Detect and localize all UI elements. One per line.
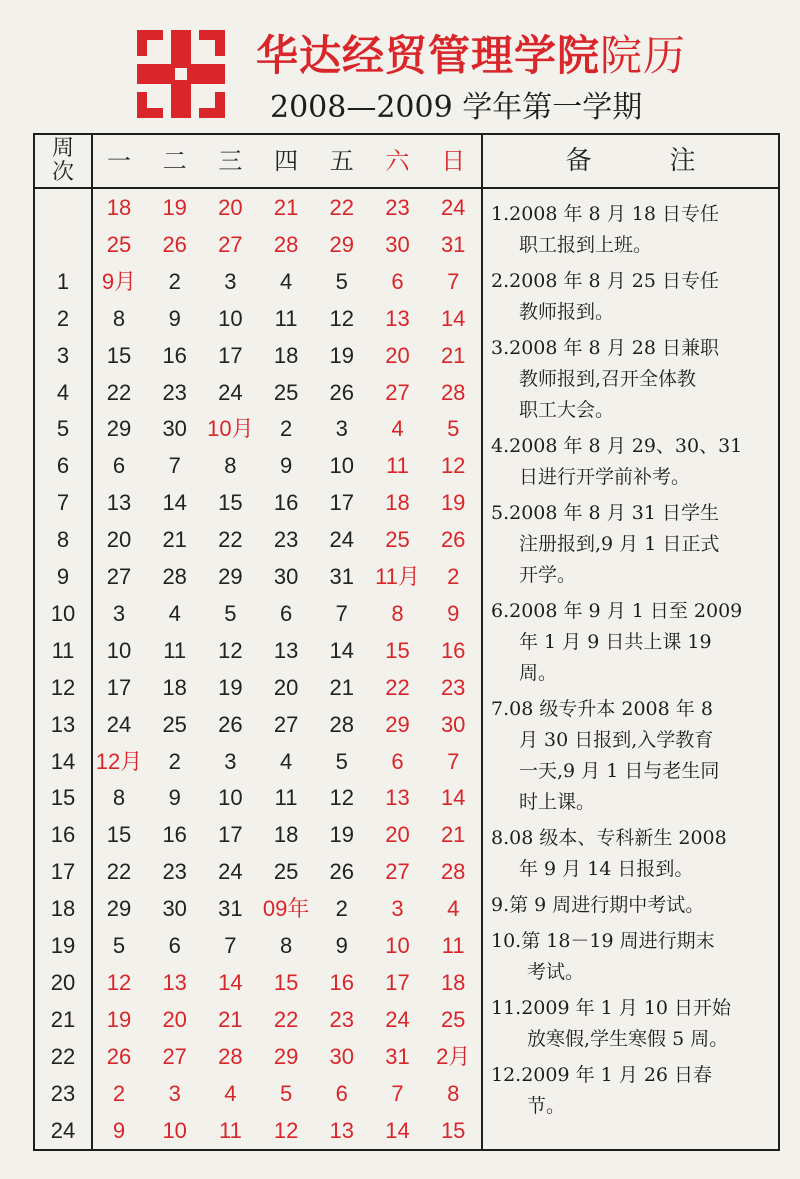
calendar-table <box>33 133 780 1151</box>
week-number: 14 <box>50 748 76 774</box>
note-line: 7.08 级专升本 2008 年 8 <box>491 698 713 720</box>
date-cell: 21 <box>218 1006 243 1032</box>
date-cell: 12 <box>440 453 466 479</box>
day-header-3: 三 <box>218 147 243 175</box>
note-item <box>491 333 777 426</box>
date-cell: 16 <box>273 490 299 516</box>
date-cell: 31 <box>385 1043 410 1069</box>
semester-subtitle: 2008—2009 学年第一学期 <box>270 90 643 125</box>
date-cell: 20 <box>218 195 243 220</box>
date-cell: 12 <box>218 637 243 663</box>
date-cell: 8 <box>447 1080 460 1106</box>
date-cell: 20 <box>162 1006 187 1032</box>
date-cell: 9 <box>447 600 460 626</box>
date-cell: 14 <box>440 785 466 811</box>
date-cell: 14 <box>329 637 355 663</box>
date-cell: 7 <box>335 600 348 626</box>
date-cell: 6 <box>391 268 404 294</box>
date-cell: 30 <box>329 1043 355 1069</box>
note-line: 职工报到上班。 <box>519 234 653 256</box>
week-number: 19 <box>50 933 76 958</box>
date-cell: 12 <box>329 785 355 811</box>
date-cell: 12月 <box>95 748 143 774</box>
week-number: 6 <box>56 453 70 479</box>
date-cell: 4 <box>279 748 293 774</box>
college-logo-icon <box>133 26 229 122</box>
week-number <box>35 230 91 260</box>
date-cell: 22 <box>106 859 132 885</box>
note-line: 周。 <box>519 662 558 684</box>
note-line: 1.2008 年 8 月 18 日专任 <box>491 203 719 225</box>
week-number: 5 <box>56 416 70 442</box>
date-cell: 21 <box>273 195 299 220</box>
college-title <box>256 26 686 86</box>
week-number: 13 <box>50 711 76 737</box>
date-cell: 31 <box>329 564 355 589</box>
week-number: 17 <box>50 859 76 885</box>
note-line: 10.第 18－19 周进行期末 <box>491 930 715 952</box>
note-item <box>491 823 777 885</box>
date-cell: 25 <box>273 379 299 405</box>
date-cell: 8 <box>224 453 237 479</box>
note-line: 5.2008 年 8 月 31 日学生 <box>491 502 719 524</box>
week-number: 16 <box>50 822 76 848</box>
date-cell: 8 <box>391 600 404 626</box>
date-cell: 15 <box>385 637 410 663</box>
date-cell: 6 <box>168 933 181 958</box>
date-cell: 3 <box>391 896 404 922</box>
date-cell: 22 <box>106 379 132 405</box>
notes-header-char: 备 <box>565 146 594 176</box>
note-line: 月 30 日报到,入学教育 <box>519 729 714 751</box>
date-cell: 18 <box>440 969 466 995</box>
date-cell: 7 <box>168 453 181 479</box>
week-number: 3 <box>56 342 70 368</box>
date-cell: 7 <box>447 748 460 774</box>
date-cell: 27 <box>218 231 243 257</box>
date-cell: 15 <box>106 822 132 848</box>
date-cell: 25 <box>440 1006 466 1032</box>
date-cell: 7 <box>447 268 460 294</box>
note-line: 11.2009 年 1 月 10 日开始 <box>491 997 732 1019</box>
date-cell: 18 <box>273 342 299 368</box>
date-cell: 11 <box>218 1117 242 1143</box>
week-number: 1 <box>56 268 70 294</box>
note-item <box>491 431 777 493</box>
date-cell: 18 <box>162 674 187 700</box>
date-cell: 24 <box>440 195 466 220</box>
date-cell: 20 <box>106 527 132 553</box>
date-cell: 17 <box>329 490 355 516</box>
week-number: 18 <box>50 896 76 922</box>
date-cell: 10 <box>218 785 243 811</box>
date-cell: 19 <box>162 195 187 220</box>
date-cell: 11月 <box>375 564 420 589</box>
date-cell: 5 <box>335 748 348 774</box>
week-number: 9 <box>56 564 70 589</box>
date-cell: 2 <box>112 1080 126 1106</box>
date-cell: 29 <box>218 564 243 589</box>
date-cell: 13 <box>162 969 187 995</box>
note-line: 考试。 <box>527 961 585 983</box>
divider <box>481 135 483 1149</box>
date-cell: 28 <box>440 859 466 885</box>
date-cell: 14 <box>218 969 243 995</box>
date-cell: 17 <box>218 822 243 848</box>
date-cell: 22 <box>385 674 410 700</box>
date-cell: 3 <box>112 600 126 626</box>
date-cell: 22 <box>218 527 243 553</box>
week-number: 23 <box>50 1080 76 1106</box>
date-cell: 15 <box>273 969 299 995</box>
note-line: 4.2008 年 8 月 29、30、31 <box>491 435 743 457</box>
date-cell: 4 <box>447 896 460 922</box>
date-cell: 11 <box>386 453 409 479</box>
date-cell: 12 <box>329 305 355 331</box>
date-cell: 8 <box>279 933 293 958</box>
date-cell: 12 <box>273 1117 299 1143</box>
date-cell: 24 <box>106 711 132 737</box>
week-column-header <box>35 135 91 187</box>
date-cell: 29 <box>329 231 355 257</box>
date-cell: 24 <box>329 527 355 553</box>
date-cell: 21 <box>440 342 466 368</box>
notes-header-char: 注 <box>669 146 698 176</box>
date-cell: 10 <box>218 305 243 331</box>
college-name: 华达经贸管理学院 <box>256 31 601 80</box>
date-cell: 27 <box>273 711 299 737</box>
date-cell: 9 <box>168 305 181 331</box>
date-cell: 30 <box>162 896 187 922</box>
date-cell: 21 <box>440 822 466 848</box>
date-cell: 13 <box>106 490 132 516</box>
date-cell: 10 <box>106 637 132 663</box>
date-cell: 13 <box>329 1117 355 1143</box>
date-cell: 7 <box>224 933 237 958</box>
date-cell: 26 <box>162 231 187 257</box>
date-cell: 28 <box>218 1043 243 1069</box>
date-cell: 6 <box>112 453 126 479</box>
date-cell: 2 <box>335 896 348 922</box>
note-item <box>491 1060 777 1122</box>
date-cell: 31 <box>218 896 243 922</box>
day-header-7: 日 <box>441 147 466 175</box>
date-cell: 16 <box>162 342 187 368</box>
date-cell: 23 <box>440 674 466 700</box>
date-cell: 14 <box>162 490 187 516</box>
week-number: 8 <box>56 527 70 553</box>
date-cell: 29 <box>385 711 410 737</box>
date-cell: 23 <box>385 195 410 220</box>
date-cell: 3 <box>335 416 348 442</box>
week-number: 20 <box>50 969 76 995</box>
day-header-2: 二 <box>162 147 187 175</box>
date-cell: 4 <box>391 416 404 442</box>
day-header-1: 一 <box>107 147 131 175</box>
date-cell: 6 <box>335 1080 348 1106</box>
date-cell: 26 <box>218 711 243 737</box>
date-cell: 20 <box>273 674 299 700</box>
notes-column-header <box>483 135 780 187</box>
date-cell: 5 <box>224 600 237 626</box>
note-line: 教师报到。 <box>519 301 615 323</box>
date-cell: 27 <box>106 564 132 589</box>
date-cell: 17 <box>385 969 410 995</box>
date-cell: 9 <box>335 933 348 958</box>
note-item <box>491 266 777 328</box>
date-cell: 11 <box>274 785 298 811</box>
note-line: 注册报到,9 月 1 日正式 <box>519 533 720 555</box>
date-cell: 8 <box>112 785 126 811</box>
date-cell: 19 <box>218 674 243 700</box>
week-number: 4 <box>56 379 70 405</box>
day-header-4: 四 <box>274 147 299 175</box>
note-line: 2.2008 年 8 月 25 日专任 <box>491 270 719 292</box>
date-cell: 14 <box>385 1117 410 1143</box>
date-cell: 30 <box>440 711 466 737</box>
note-line: 时上课。 <box>519 791 596 813</box>
note-item <box>491 993 777 1055</box>
note-line: 年 1 月 9 日共上课 19 <box>519 631 712 653</box>
date-cell: 5 <box>279 1080 293 1106</box>
date-cell: 25 <box>273 859 299 885</box>
note-item <box>491 596 777 689</box>
date-cell: 4 <box>224 1080 237 1106</box>
date-cell: 26 <box>329 859 355 885</box>
date-cell: 4 <box>168 600 181 626</box>
week-number: 2 <box>56 305 70 331</box>
date-cell: 5 <box>335 268 348 294</box>
date-cell: 28 <box>440 379 466 405</box>
note-line: 节。 <box>527 1095 566 1117</box>
date-cell: 29 <box>106 416 132 442</box>
date-cell: 20 <box>385 342 410 368</box>
date-cell: 2 <box>168 268 181 294</box>
date-cell: 29 <box>106 896 132 922</box>
note-item <box>491 890 777 921</box>
date-cell: 23 <box>162 379 187 405</box>
date-cell: 9 <box>168 785 181 811</box>
note-line: 12.2009 年 1 月 26 日春 <box>491 1064 713 1086</box>
date-cell: 17 <box>218 342 243 368</box>
date-cell: 28 <box>329 711 355 737</box>
date-cell: 23 <box>329 1006 355 1032</box>
date-cell: 5 <box>447 416 460 442</box>
date-cell: 18 <box>273 822 299 848</box>
date-cell: 18 <box>106 195 132 220</box>
note-line: 8.08 级本、专科新生 2008 <box>491 827 727 849</box>
note-line: 日进行开学前补考。 <box>519 466 691 488</box>
date-cell: 23 <box>162 859 187 885</box>
date-cell: 3 <box>224 748 237 774</box>
date-cell: 16 <box>329 969 355 995</box>
note-line: 开学。 <box>519 564 577 586</box>
note-line: 6.2008 年 9 月 1 日至 2009 <box>491 600 743 622</box>
date-cell: 19 <box>440 490 466 516</box>
note-item <box>491 498 777 591</box>
date-cell: 6 <box>391 748 404 774</box>
date-cell: 8 <box>112 305 126 331</box>
date-cell: 25 <box>162 711 187 737</box>
date-cell: 11 <box>441 933 465 958</box>
date-cell: 26 <box>329 379 355 405</box>
date-cell: 27 <box>385 859 410 885</box>
week-number: 21 <box>50 1006 76 1032</box>
date-cell: 9月 <box>101 268 137 294</box>
date-cell: 11 <box>163 637 187 663</box>
date-cell: 13 <box>273 637 299 663</box>
date-cell: 5 <box>112 933 126 958</box>
date-cell: 30 <box>162 416 187 442</box>
date-cell: 26 <box>440 527 466 553</box>
note-line: 放寒假,学生寒假 5 周。 <box>527 1028 729 1050</box>
date-cell: 27 <box>162 1043 187 1069</box>
date-cell: 16 <box>162 822 187 848</box>
week-number: 12 <box>50 674 76 700</box>
week-number: 24 <box>50 1117 76 1143</box>
date-cell: 24 <box>385 1006 410 1032</box>
date-cell: 25 <box>106 231 132 257</box>
date-cell: 09年 <box>262 896 310 922</box>
date-cell: 10 <box>329 453 355 479</box>
date-cell: 10月 <box>207 416 254 442</box>
note-item <box>491 199 777 261</box>
date-cell: 2 <box>447 564 460 589</box>
date-cell: 26 <box>106 1043 132 1069</box>
date-cell: 4 <box>279 268 293 294</box>
week-number <box>35 193 91 223</box>
notes-list <box>491 199 777 1127</box>
note-line: 职工大会。 <box>519 399 615 421</box>
note-line: 一天,9 月 1 日与老生同 <box>519 760 720 782</box>
date-cell: 14 <box>440 305 466 331</box>
date-cell: 7 <box>391 1080 404 1106</box>
date-cell: 12 <box>106 969 132 995</box>
date-cell: 10 <box>162 1117 187 1143</box>
week-number: 7 <box>56 490 70 516</box>
date-cell: 2月 <box>436 1043 471 1069</box>
date-cell: 19 <box>329 822 355 848</box>
date-cell: 21 <box>162 527 187 553</box>
date-cell: 19 <box>329 342 355 368</box>
week-number: 10 <box>50 600 76 626</box>
date-cell: 15 <box>106 342 132 368</box>
date-cell: 13 <box>385 305 410 331</box>
date-cell: 10 <box>385 933 410 958</box>
date-cell: 23 <box>273 527 299 553</box>
date-cell: 28 <box>273 231 299 257</box>
note-item <box>491 694 777 818</box>
date-cell: 30 <box>273 564 299 589</box>
date-cell: 20 <box>385 822 410 848</box>
day-header-6: 六 <box>385 147 410 175</box>
date-cell: 27 <box>385 379 410 405</box>
date-cell: 29 <box>273 1043 299 1069</box>
date-cell: 22 <box>273 1006 299 1032</box>
note-line: 3.2008 年 8 月 28 日兼职 <box>491 337 719 359</box>
date-cell: 3 <box>168 1080 181 1106</box>
date-cell: 9 <box>279 453 293 479</box>
date-cell: 6 <box>279 600 293 626</box>
date-cell: 2 <box>279 416 293 442</box>
calendar-label: 院历 <box>600 31 687 80</box>
date-cell: 22 <box>329 195 355 220</box>
date-cell: 30 <box>385 231 410 257</box>
date-cell: 13 <box>385 785 410 811</box>
note-line: 9.第 9 周进行期中考试。 <box>491 894 705 916</box>
date-cell: 15 <box>440 1117 466 1143</box>
date-cell: 18 <box>385 490 410 516</box>
date-cell: 2 <box>168 748 181 774</box>
date-cell: 15 <box>218 490 243 516</box>
date-cell: 11 <box>274 305 298 331</box>
week-number: 15 <box>50 785 76 811</box>
date-cell: 28 <box>162 564 187 589</box>
note-line: 教师报到,召开全体教 <box>519 368 697 390</box>
note-line: 年 9 月 14 日报到。 <box>519 858 694 880</box>
date-cell: 31 <box>440 231 466 257</box>
header-divider <box>35 187 778 189</box>
date-cell: 19 <box>106 1006 132 1032</box>
date-cell: 25 <box>385 527 410 553</box>
date-cell: 16 <box>440 637 466 663</box>
date-cell: 24 <box>218 859 243 885</box>
day-header-5: 五 <box>329 147 354 175</box>
date-cell: 24 <box>218 379 243 405</box>
week-number: 11 <box>51 637 75 663</box>
date-cell: 9 <box>112 1117 126 1143</box>
date-cell: 21 <box>329 674 355 700</box>
date-cell: 17 <box>106 674 132 700</box>
week-header-char: 周 <box>51 136 74 161</box>
week-header-char: 次 <box>51 160 74 185</box>
date-cell: 3 <box>224 268 237 294</box>
week-number: 22 <box>50 1043 76 1069</box>
note-item <box>491 926 777 988</box>
